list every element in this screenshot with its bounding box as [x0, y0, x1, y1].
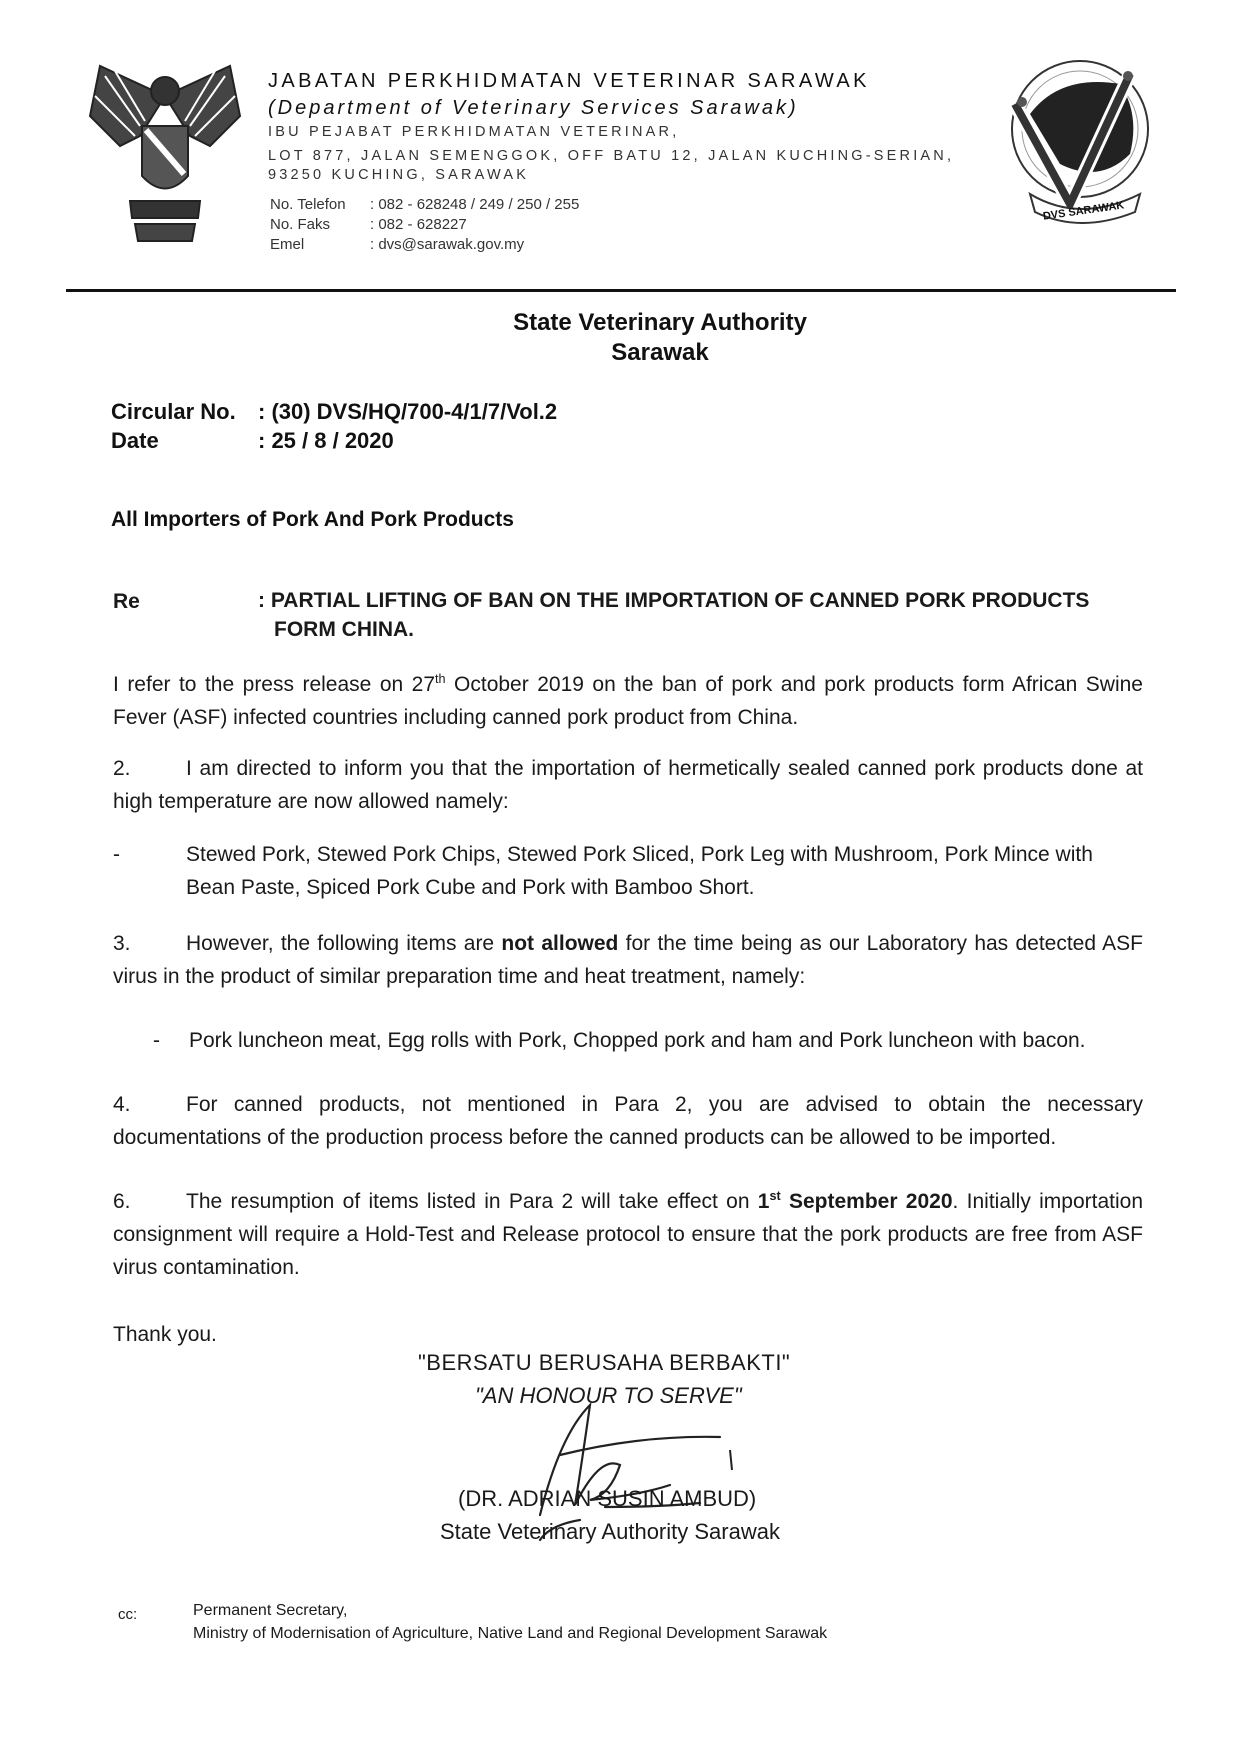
p2-text: I am directed to inform you that the importation of hermetically sealed canned pork products done at high temperature are now allowed namely: [113, 757, 1143, 813]
p2-bullet-dash: - [113, 843, 120, 866]
p1-sup: th [435, 672, 446, 686]
p3-text-a: However, the following items are [186, 932, 502, 955]
email-row [270, 236, 524, 253]
not-allowed-products-list: Pork luncheon meat, Egg rolls with Pork, Chopped pork and ham and Pork luncheon with bacon. [189, 1029, 1086, 1052]
email-label: Emel [270, 236, 305, 253]
p3-bullet-dash: - [153, 1029, 160, 1052]
date-row [111, 428, 394, 454]
phone-label: No. Telefon [270, 196, 346, 213]
p1-text-a: I refer to the press release on 27 [113, 673, 436, 696]
fax-label: No. Faks [270, 216, 331, 233]
subject-line-2: FORM CHINA. [274, 618, 414, 641]
signatory-title: State Veterinary Authority Sarawak [440, 1519, 780, 1544]
p1-text-b: October 2019 on the ban of pork and pork products form African Swine Fever (ASF) infected countries including canned pork product from China. [113, 673, 1143, 729]
address-line-1: IBU PEJABAT PERKHIDMATAN VETERINAR, [268, 124, 680, 140]
paragraph-2 [113, 752, 1143, 818]
department-name-malay: JABATAN PERKHIDMATAN VETERINAR SARAWAK [268, 70, 870, 92]
p6-date-day: 1 [757, 1190, 770, 1213]
p6-sup: st [769, 1189, 781, 1203]
addressee: All Importers of Pork And Pork Products [111, 508, 514, 531]
p6-text-a: The resumption of items listed in Para 2 will take effect on [186, 1190, 758, 1213]
p6-date-month-year: September 2020 [780, 1190, 953, 1213]
address-line-3: 93250 KUCHING, SARAWAK [268, 167, 530, 183]
p4-number: 4. [113, 1093, 131, 1116]
date-label: Date [111, 428, 159, 453]
circular-number-row [111, 399, 557, 425]
dvs-sarawak-logo [1000, 54, 1166, 234]
paragraph-1 [113, 663, 1143, 734]
signatory-name: (DR. ADRIAN SUSIN AMBUD) [458, 1486, 757, 1511]
fax-value: : 082 - 628227 [370, 216, 467, 233]
email-value: : dvs@sarawak.gov.my [370, 236, 525, 253]
p3-not-allowed: not allowed [501, 932, 619, 955]
department-name-english: (Department of Veterinary Services Sarawak) [268, 97, 799, 119]
p6-text-b: . Initially importation consignment will require a Hold-Test and Release protocol to ensure that the pork products are free from ASF virus contamination. [113, 1190, 1143, 1279]
p2-number: 2. [113, 757, 131, 780]
paragraph-6 [113, 1180, 1143, 1284]
authority-region: Sarawak [611, 339, 709, 366]
state-crest-emblem [80, 56, 250, 246]
subject-line-1: : PARTIAL LIFTING OF BAN ON THE IMPORTATION OF CANNED PORK PRODUCTS [258, 589, 1090, 612]
circular-number-label: Circular No. [111, 399, 236, 424]
motto-malay: "BERSATU BERUSAHA BERBAKTI" [418, 1350, 791, 1375]
date-value: : 25 / 8 / 2020 [258, 428, 394, 453]
cc-line-2: Ministry of Modernisation of Agriculture, Native Land and Regional Development Sarawak [193, 1625, 828, 1642]
p4-text: For canned products, not mentioned in Para 2, you are advised to obtain the necessary documentations of the production process before the canned products can be allowed to be imported. [113, 1093, 1143, 1149]
paragraph-3 [113, 927, 1143, 993]
p6-number: 6. [113, 1190, 131, 1213]
p3-text-b: for the time being as our Laboratory has detected ASF virus in the product of similar preparation time and heat treatment, namely: [113, 932, 1144, 988]
cc-recipient [193, 1599, 827, 1645]
motto-english: "AN HONOUR TO SERVE" [475, 1383, 742, 1408]
dvs-logo-text: DVS SARAWAK [1042, 199, 1125, 223]
paragraph-4 [113, 1088, 1143, 1154]
fax-row [270, 216, 467, 233]
cc-line-1: Permanent Secretary, [193, 1602, 348, 1619]
cc-label: cc: [118, 1606, 138, 1623]
p3-number: 3. [113, 932, 131, 955]
authority-title: State Veterinary Authority [513, 309, 807, 336]
subject-text [258, 586, 1198, 644]
circular-number-value: : (30) DVS/HQ/700-4/1/7/Vol.2 [258, 399, 558, 424]
header-divider [66, 289, 1176, 292]
thank-you: Thank you. [113, 1323, 217, 1346]
allowed-products-list: Stewed Pork, Stewed Pork Chips, Stewed Pork Sliced, Pork Leg with Mushroom, Pork Mince with Bean Paste, Spiced Pork Cube and Pork with Bamboo Short. [186, 843, 1093, 899]
subject-label: Re [113, 590, 140, 613]
phone-value: : 082 - 628248 / 249 / 250 / 255 [370, 196, 580, 213]
address-line-2: LOT 877, JALAN SEMENGGOK, OFF BATU 12, JALAN KUCHING-SERIAN, [268, 148, 955, 164]
phone-row [270, 196, 579, 213]
